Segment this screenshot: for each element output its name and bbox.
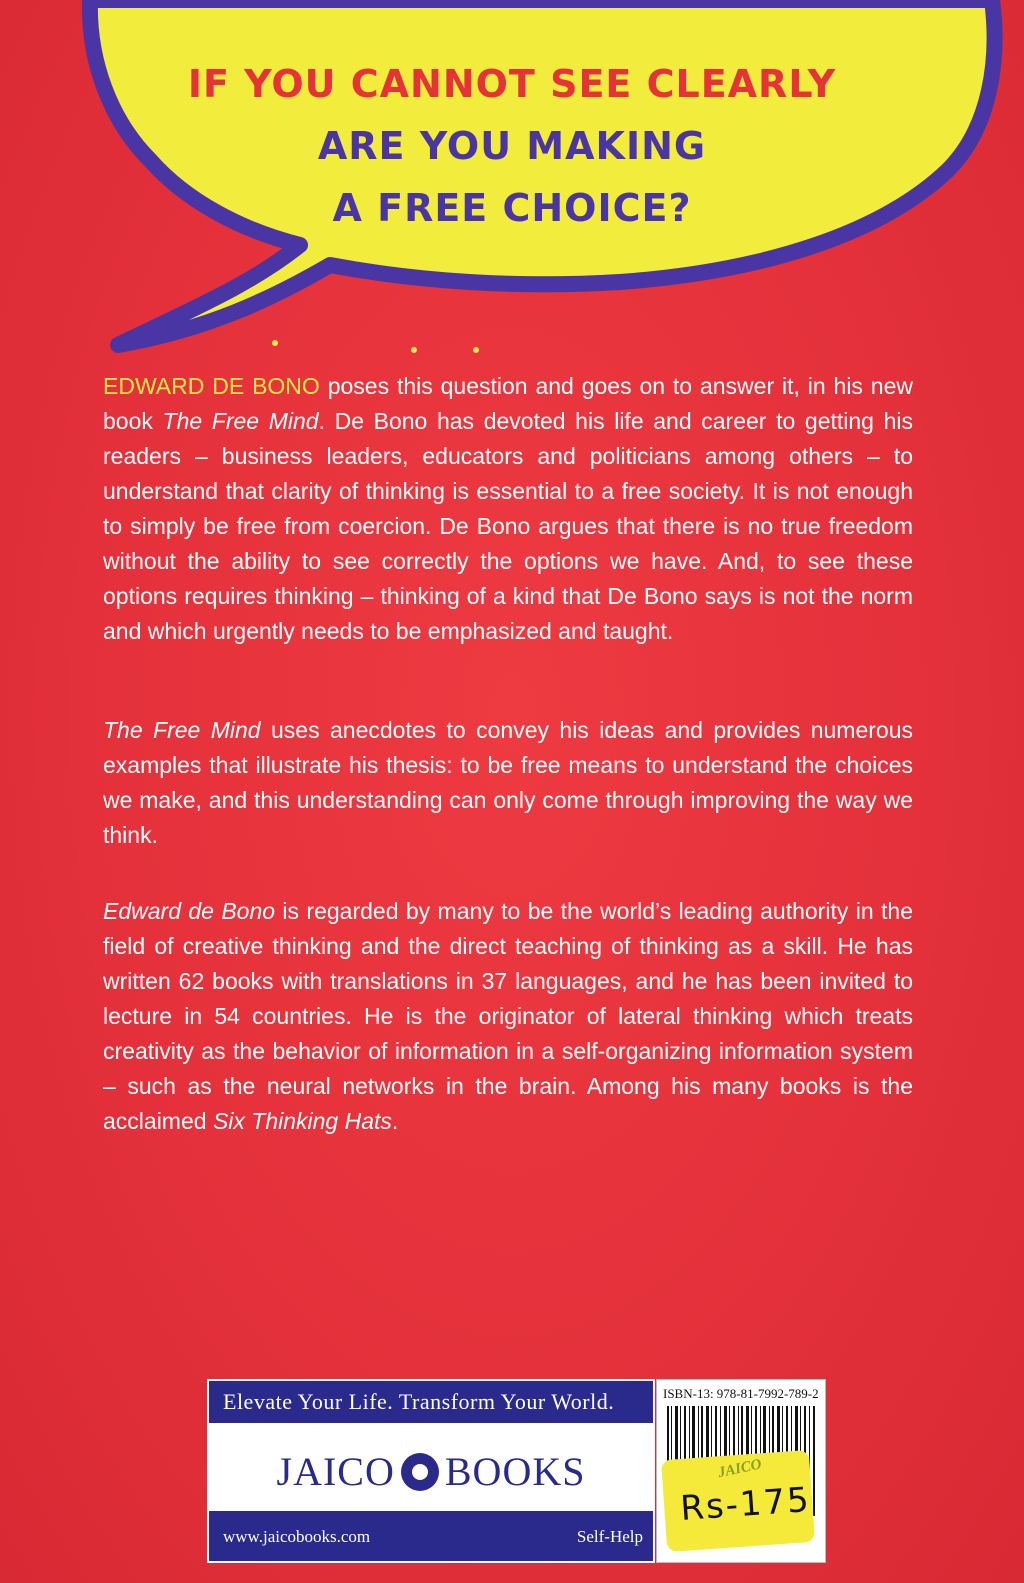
sticker-stamp: JAICO bbox=[716, 1456, 764, 1482]
jaico-logo-icon bbox=[401, 1453, 439, 1491]
price-label: Rs-175 bbox=[679, 1479, 813, 1529]
price-sticker bbox=[661, 1450, 815, 1552]
book-title-2: The Free Mind bbox=[103, 717, 261, 743]
bio-text-a: is regarded by many to be the world’s leading authority in the field of creative thinking and the direct teaching of thinking as a skill. He has written 62 books with translations in 37 languages, and he has been invited to lecture in 54 countries. He is the originator of lateral thinking which treats creativity as the behavior of information in a self-organizing information system – such as the neural networks in the brain. Among his many books is the acclaimed bbox=[103, 898, 913, 1134]
blurb-paragraph-2 bbox=[103, 713, 913, 853]
headline-line-1: IF YOU CANNOT SEE CLEARLY bbox=[187, 62, 837, 106]
blurb-text-a: poses this question and goes on to answer it, in his new book bbox=[103, 373, 913, 434]
book-title: The Free Mind bbox=[162, 408, 319, 434]
headline-line-2: ARE YOU MAKING bbox=[317, 124, 707, 168]
bio-text-b: . bbox=[391, 1108, 399, 1134]
author-name: EDWARD DE BONO bbox=[103, 373, 320, 399]
publisher-tagline: Elevate Your Life. Transform Your World. bbox=[223, 1389, 615, 1414]
bio-name: Edward de Bono bbox=[103, 898, 276, 924]
category-label: Self-Help bbox=[576, 1527, 643, 1546]
isbn-label: ISBN-13: 978-81-7992-789-2 bbox=[663, 1386, 819, 1401]
publisher-block bbox=[207, 1379, 655, 1563]
bio-book: Six Thinking Hats bbox=[212, 1108, 392, 1134]
publisher-website[interactable]: www.jaicobooks.com bbox=[223, 1527, 371, 1546]
publisher-name-right: BOOKS bbox=[444, 1449, 586, 1495]
blurb-paragraph-1 bbox=[103, 369, 913, 649]
author-bio bbox=[103, 894, 913, 1139]
publisher-name-left: JAICO bbox=[276, 1449, 395, 1495]
blurb-text-b: . De Bono has devoted his life and career to getting his readers – business leaders, educators and politicians among others – to understand that clarity of thinking is essential to a free society. It is not enough to simply be free from coercion. De Bono argues that there is no true freedom without the ability to see correctly the options we have. And, to see these options requires thinking – thinking of a kind that De Bono says is not the norm and which urgently needs to be emphasized and taught. bbox=[103, 408, 913, 644]
headline-line-3: A FREE CHOICE? bbox=[332, 186, 692, 230]
publisher-name bbox=[209, 1444, 653, 1495]
blurb-text-2: uses anecdotes to convey his ideas and provides numerous examples that illustrate his thesis: to be free means to understand the choices we make, and this understanding can only come through improving the way we think. bbox=[103, 717, 913, 848]
